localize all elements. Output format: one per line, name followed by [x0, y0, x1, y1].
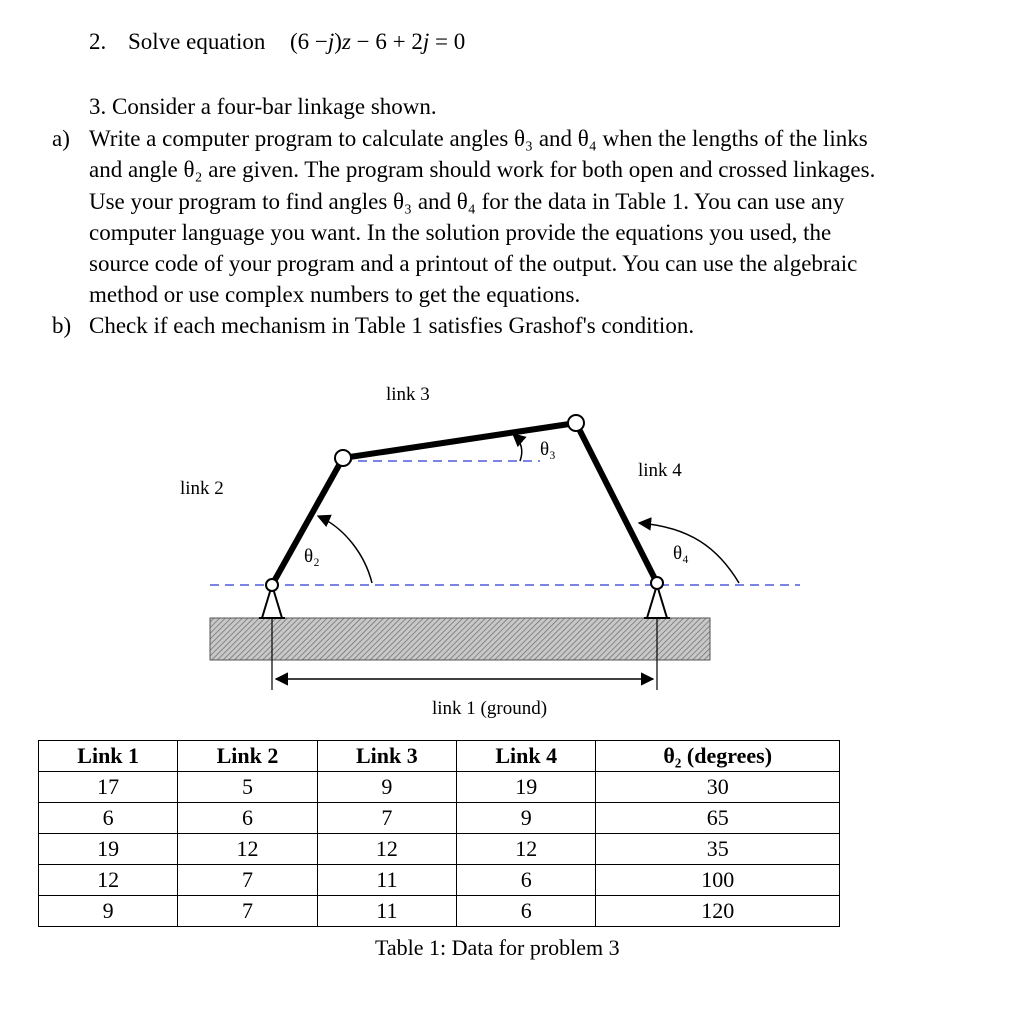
table-row	[39, 834, 840, 865]
cell: 9	[457, 803, 596, 834]
table-row	[39, 803, 840, 834]
cell: 11	[317, 896, 456, 927]
header-link1: Link 1	[39, 741, 178, 772]
cell: 6	[39, 803, 178, 834]
header-link4: Link 4	[457, 741, 596, 772]
link-4	[576, 423, 657, 583]
cell: 6	[178, 803, 317, 834]
cell: 6	[457, 865, 596, 896]
header-link2: Link 2	[178, 741, 317, 772]
ground-block	[210, 618, 710, 660]
cell: 12	[317, 834, 456, 865]
cell: 65	[596, 803, 840, 834]
left-ground-pivot	[266, 579, 278, 591]
table-row	[39, 772, 840, 803]
part-a-line-3: Use your program to find angles θ₃ and θ₄ for the data in Table 1. You can use any	[89, 189, 845, 214]
cell: 100	[596, 865, 840, 896]
cell: 7	[317, 803, 456, 834]
part-a-marker: a)	[52, 126, 70, 151]
part-b-text: Check if each mechanism in Table 1 satisfies Grashof's condition.	[89, 313, 695, 338]
table-row	[39, 865, 840, 896]
cell: 7	[178, 896, 317, 927]
theta4-label: θ₄	[673, 543, 689, 564]
cell: 12	[39, 865, 178, 896]
cell: 6	[457, 896, 596, 927]
theta3-angle-arc	[513, 434, 522, 461]
cell: 19	[457, 772, 596, 803]
cell: 9	[39, 896, 178, 927]
joint-link2-link3	[335, 450, 351, 466]
cell: 7	[178, 865, 317, 896]
joint-link3-link4	[568, 415, 584, 431]
link2-label: link 2	[180, 478, 224, 499]
theta3-label: θ₃	[540, 439, 556, 460]
cell: 12	[178, 834, 317, 865]
problem-2-equation: (6 −j)z − 6 + 2j = 0	[290, 29, 466, 54]
cell: 12	[457, 834, 596, 865]
table-caption: Table 1: Data for problem 3	[375, 935, 620, 960]
part-a-line-6: method or use complex numbers to get the equations.	[89, 282, 581, 307]
part-a-line-2: and angle θ₂ are given. The program should work for both open and crossed linkages.	[89, 157, 876, 182]
part-a-line-1: Write a computer program to calculate angles θ₃ and θ₄ when the lengths of the links	[89, 126, 868, 151]
part-b-marker: b)	[52, 313, 72, 338]
cell: 9	[317, 772, 456, 803]
cell: 120	[596, 896, 840, 927]
part-a-line-5: source code of your program and a printout of the output. You can use the algebraic	[89, 251, 858, 276]
linkage-data-table	[38, 740, 840, 927]
cell: 30	[596, 772, 840, 803]
cell: 19	[39, 834, 178, 865]
cell: 5	[178, 772, 317, 803]
cell: 11	[317, 865, 456, 896]
cell: 35	[596, 834, 840, 865]
four-bar-linkage-figure	[0, 370, 1009, 730]
theta2-angle-arc	[318, 516, 372, 583]
theta2-label: θ₂	[304, 546, 320, 567]
header-link3: Link 3	[317, 741, 456, 772]
link3-label: link 3	[386, 384, 430, 405]
cell: 17	[39, 772, 178, 803]
problem-3-intro: 3. Consider a four-bar linkage shown.	[89, 94, 437, 119]
link4-label: link 4	[638, 460, 682, 481]
problem-2-number: 2.	[89, 29, 107, 54]
table-header-row	[39, 741, 840, 772]
part-a-line-4: computer language you want. In the solution provide the equations you used, the	[89, 220, 832, 245]
right-ground-pivot	[651, 577, 663, 589]
link1-ground-label: link 1 (ground)	[432, 698, 548, 719]
problem-2-text: Solve equation	[128, 29, 266, 54]
table-row	[39, 896, 840, 927]
header-theta2: θ₂ (degrees)	[596, 741, 840, 772]
